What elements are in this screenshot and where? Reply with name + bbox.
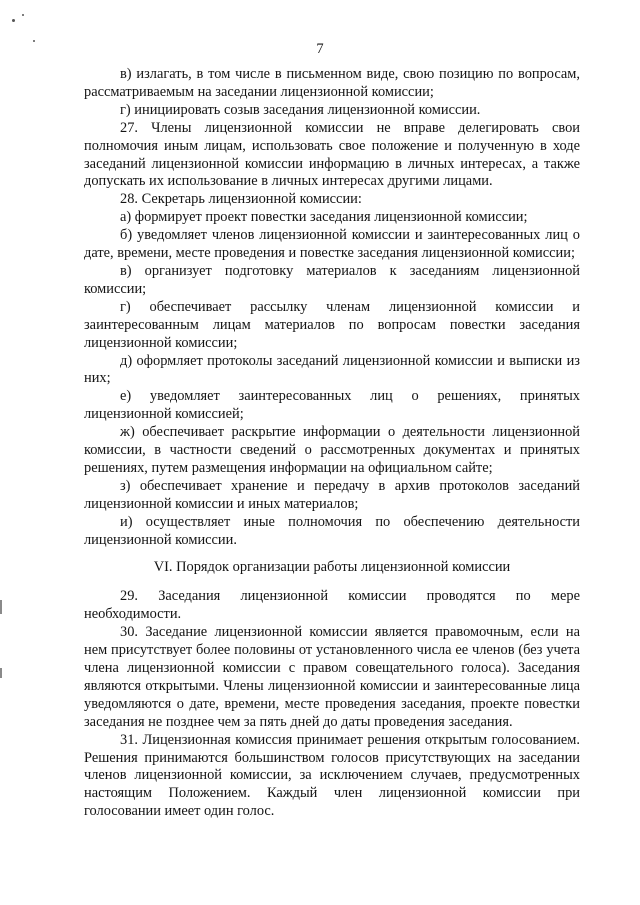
paragraph: е) уведомляет заинтересованных лиц о решениях, принятых лицензионной комиссией; xyxy=(84,388,580,423)
scan-speck xyxy=(22,14,24,16)
scan-speck xyxy=(12,19,15,22)
paragraph: 27. Члены лицензионной комиссии не вправе делегировать свои полномочия иным лицам, использовать свое положение и полученную в ходе заседаний лицензионной комиссии информацию в личных интересах, а также допускать их использование в личных интересах другими лицами. xyxy=(84,119,580,190)
paragraph: в) организует подготовку материалов к заседаниям лицензионной комиссии; xyxy=(84,262,580,297)
scan-edge-mark xyxy=(0,668,2,678)
paragraph: а) формирует проект повестки заседания лицензионной комиссии; xyxy=(120,209,528,226)
paragraph: 29. Заседания лицензионной комиссии проводятся по мере необходимости. xyxy=(84,588,580,623)
paragraph: б) уведомляет членов лицензионной комиссии и заинтересованных лиц о дате, времени, месте проведения и повестке заседания лицензионной комиссии; xyxy=(84,227,580,262)
paragraph: д) оформляет протоколы заседаний лицензионной комиссии и выписки из них; xyxy=(84,352,580,387)
paragraph: в) излагать, в том числе в письменном виде, свою позицию по вопросам, рассматриваемым на заседании лицензионной комиссии; xyxy=(84,66,580,100)
paragraph: г) обеспечивает рассылку членам лицензионной комиссии и заинтересованным лицам материалов по вопросам повестки заседания лицензионной комиссии; xyxy=(84,298,580,351)
page-number: 7 xyxy=(316,41,324,57)
paragraph: 28. Секретарь лицензионной комиссии: xyxy=(120,191,362,208)
document-body xyxy=(84,66,580,821)
paragraph: г) инициировать созыв заседания лицензионной комиссии. xyxy=(120,101,481,118)
paragraph: 31. Лицензионная комиссия принимает решения открытым голосованием. Решения принимаются большинством голосов присутствующих на заседании членов лицензионной комиссии, за исключением случаев, предусмотренных настоящим Положением. Каждый член лицензионной комиссии при голосовании имеет один голос. xyxy=(84,731,580,820)
paragraph: 30. Заседание лицензионной комиссии является правомочным, если на нем присутствует более половины от установленного числа ее членов (без учета члена лицензионной комиссии с правом совещательного голоса). Заседания являются открытыми. Члены лицензионной комиссии и заинтересованные лица уведомляются о дате, времени, месте проведения заседания, проекте повестки заседания не позднее чем за пять дней до даты проведения заседания. xyxy=(84,624,580,730)
paragraph: и) осуществляет иные полномочия по обеспечению деятельности лицензионной комиссии. xyxy=(84,513,580,548)
scan-edge-mark xyxy=(0,600,2,614)
paragraph: з) обеспечивает хранение и передачу в архив протоколов заседаний лицензионной комиссии и иных материалов; xyxy=(84,477,580,512)
paragraph: ж) обеспечивает раскрытие информации о деятельности лицензионной комиссии, в частности сведений о рассмотренных документах и принятых решениях, путем размещения информации на официальном сайте; xyxy=(84,424,580,476)
section-heading: VI. Порядок организации работы лицензионной комиссии xyxy=(153,559,511,576)
